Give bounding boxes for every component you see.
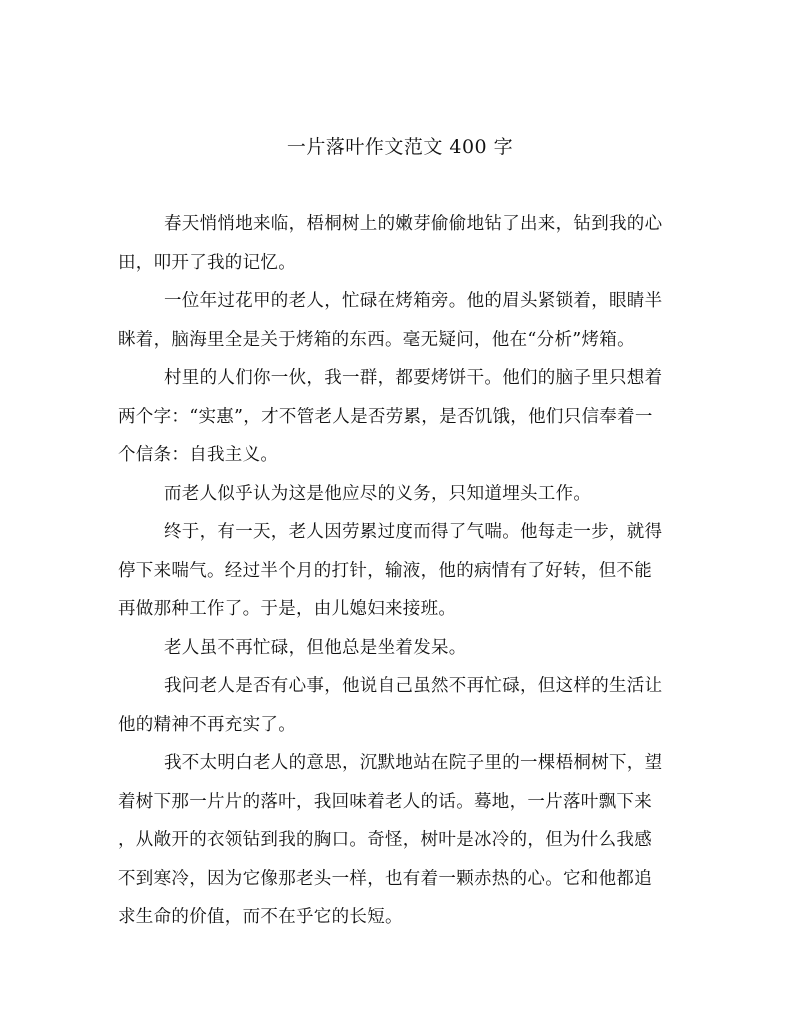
text-line: 个信条：自我主义。 bbox=[118, 445, 279, 465]
text-line: 再做那种工作了。于是，由儿媳妇来接班。 bbox=[118, 599, 457, 619]
text-line: 他的精神不再充实了。 bbox=[118, 714, 296, 735]
text-line: 老人虽不再忙碌，但他总是坐着发呆。 bbox=[164, 637, 467, 658]
text-line: 不到寒冷，因为它像那老头一样，也有着一颗赤热的心。它和他都追 bbox=[118, 868, 652, 889]
document-title: 一片落叶作文范文 400 字 bbox=[286, 136, 514, 158]
text-line: 终于，有一天，老人因劳累过度而得了气喘。他每走一步，就得 bbox=[164, 522, 663, 542]
text-line: 眯着，脑海里全是关于烤箱的东西。毫无疑问，他在“分析”烤箱。 bbox=[118, 329, 635, 350]
text-line: 春天悄悄地来临，梧桐树上的嫩芽偷偷地钻了出来，钻到我的心 bbox=[164, 214, 663, 234]
text-line: 两个字：“实惠”，才不管老人是否劳累，是否饥饿，他们只信奉着一 bbox=[118, 406, 653, 427]
document-body bbox=[118, 205, 678, 937]
text-line: 停下来喘气。经过半个月的打针，输液，他的病情有了好转，但不能 bbox=[118, 560, 652, 581]
text-line: 求生命的价值，而不在乎它的长短。 bbox=[118, 907, 403, 927]
text-line: 而老人似乎认为这是他应尽的义务，只知道埋头工作。 bbox=[164, 483, 592, 504]
text-line: 着树下那一片片的落叶，我回味着老人的话。蓦地，一片落叶飘下来 bbox=[118, 791, 652, 812]
text-line: ，从敞开的衣领钻到我的胸口。奇怪，树叶是冰冷的，但为什么我感 bbox=[118, 830, 652, 850]
text-line: 村里的人们你一伙，我一群，都要烤饼干。他们的脑子里只想着 bbox=[164, 368, 663, 388]
text-line: 我问老人是否有心事，他说自己虽然不再忙碌，但这样的生活让 bbox=[164, 676, 663, 696]
text-line: 我不太明白老人的意思，沉默地站在院子里的一棵梧桐树下，望 bbox=[164, 753, 663, 773]
text-line: 一位年过花甲的老人，忙碌在烤箱旁。他的眉头紧锁着，眼睛半 bbox=[164, 291, 663, 311]
text-line: 田，叩开了我的记忆。 bbox=[118, 252, 296, 273]
